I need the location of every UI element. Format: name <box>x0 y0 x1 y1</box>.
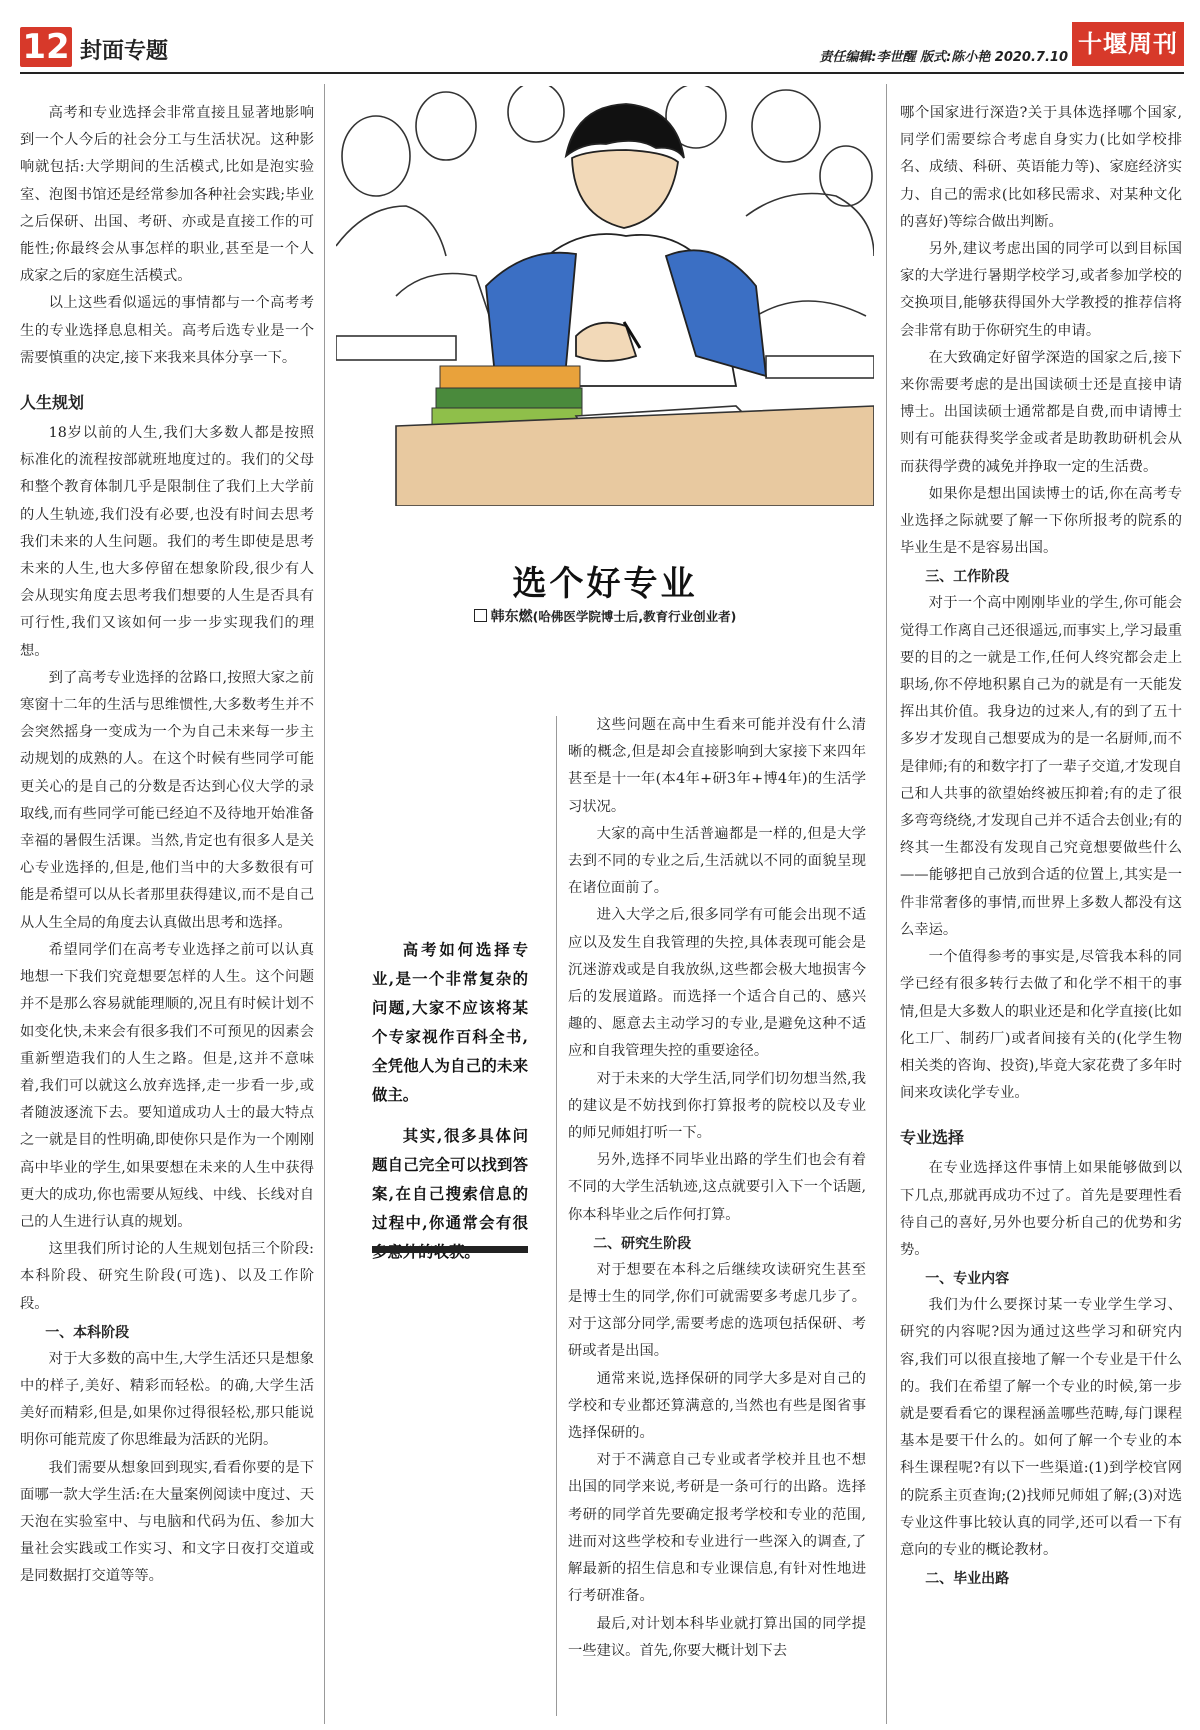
paragraph: 希望同学们在高考专业选择之前可以认真地想一下我们究竟想要怎样的人生。这个问题并不是那么容易就能理顺的,况且有时候计划不如变化快,未来会有很多我们不可预见的因素会重新塑造我们的人生之路。但是,这并不意味着,我们可以就这么放弃选择,走一步看一步,或者随波逐流下去。要知道成功人士的最大特点之一就是目的性明确,即使你只是作为一个刚刚高中毕业的学生,如果要想在未来的人生中获得更大的成功,你也需要从短线、中线、长线对自己的人生进行认真的规划。 <box>20 941 314 1230</box>
subheading-life-planning: 人生规划 <box>20 393 85 413</box>
column-4 <box>900 100 1182 1592</box>
book <box>440 366 580 390</box>
subheading-major-content: 一、专业内容 <box>925 1271 1010 1288</box>
column-divider <box>556 716 557 1716</box>
paragraph: 在大致确定好留学深造的国家之后,接下来你需要考虑的是出国读硕士还是直接申请博士。出国读硕士通常都是自费,而申请博士则有可能获得奖学金或者是助教助研机会从而获得学费的减免并挣取一定的生活费。 <box>900 349 1182 475</box>
pull-quote-paragraph: 高考如何选择专业,是一个非常复杂的问题,大家不应该将某个专家视作百科全书,全凭他人为自己的未来做主。 <box>372 941 528 1104</box>
book <box>436 388 582 410</box>
background-student-body <box>396 274 496 337</box>
paragraph: 这些问题在高中生看来可能并没有什么清晰的概念,但是却会直接影响到大家接下来四年甚至是十一年(本4年+研3年+博4年)的生活学习状况。 <box>568 717 866 815</box>
paragraph: 对于想要在本科之后继续攻读研究生甚至是博士生的同学,你们可就需要多考虑几步了。对于这部分同学,需要考虑的选项包括保研、考研或者是出国。 <box>568 1261 866 1360</box>
subheading-work: 三、工作阶段 <box>925 569 1010 586</box>
subheading-graduate: 二、研究生阶段 <box>593 1235 692 1252</box>
column-divider <box>324 84 325 1724</box>
background-student-head <box>508 86 564 142</box>
subheading-major-selection: 专业选择 <box>900 1128 965 1148</box>
subheading-undergrad: 一、本科阶段 <box>45 1324 130 1341</box>
background-student-head <box>820 146 872 206</box>
paragraph: 以上这些看似遥远的事情都与一个高考考生的专业选择息息相关。高考后选专业是一个需要慎重的决定,接下来我来具体分享一下。 <box>20 295 314 366</box>
byline-square-icon <box>474 609 487 622</box>
paragraph: 通常来说,选择保研的同学大多是对自己的学校和专业都还算满意的,当然也有些是图省事选择保研的。 <box>568 1370 866 1442</box>
paragraph: 哪个国家进行深造?关于具体选择哪个国家,同学们需要综合考虑自身实力(比如学校排名、成绩、科研、英语能力等)、家庭经济实力、自己的需求(比如移民需求、对某种文化的喜好)等综合做出判断。 <box>900 105 1182 230</box>
page-number: 12 <box>20 27 72 67</box>
paragraph: 另外,选择不同毕业出路的学生们也会有着不同的大学生活轨迹,这点就要引入下一个话题,你本科毕业之后作何打算。 <box>568 1152 866 1223</box>
paragraph: 对于未来的大学生活,同学们切勿想当然,我的建议是不妨找到你打算报考的院校以及专业的师兄师姐打听一下。 <box>568 1070 866 1142</box>
pull-quote-bar <box>372 1246 528 1253</box>
paragraph: 18岁以前的人生,我们大多数人都是按照标准化的流程按部就班地度过的。我们的父母和整个教育体制几乎是限制住了我们上大学前的人生轨迹,我们没有必要,也没有时间去思考我们未来的人生问题。我们的考生即使是思考未来的人生,也大多停留在想象阶段,很少有人会从现实角度去思考我们想要的人生是否具有可行性,我们又该如何一步一步实现我们的理想。 <box>20 425 314 659</box>
header-rule <box>20 72 1184 74</box>
paragraph: 对于一个高中刚刚毕业的学生,你可能会觉得工作离自己还很遥远,而事实上,学习最重要的目的之一就是工作,任何人终究都会走上职场,你不停地积累自己为的就是有一天能发挥出其价值。我身边的过来人,有的到了五十多岁才发现自己想要成为的是一名厨师,而不是律师;有的和数字打了一辈子交道,才发现自己和人共事的欲望始终被压抑着;有的走了很多弯弯绕绕,才发现自己并不适合去创业;有的终其一生都没有发现自己究竟想要做些什么——能够把自己放到合适的位置上,其实是一件非常奢侈的事情,而世界上多数人都没有这么幸运。 <box>900 595 1182 938</box>
column-1 <box>20 100 314 1591</box>
paragraph: 对于大多数的高中生,大学生活还只是想象中的样子,美好、精彩而轻松。的确,大学生活美好而精彩,但是,如果你过得很轻松,那只能说明你可能荒废了你思维最为活跃的光阴。 <box>20 1350 314 1449</box>
paragraph: 我们为什么要探讨某一专业学生学习、研究的内容呢?因为通过这些学习和研究内容,我们可以很直接地了解一个专业是干什么的。我们在希望了解一个专业的时候,第一步就是要看看它的课程涵盖哪些范畴,每门课程基本是要干什么的。如何了解一个专业的本科生课程呢?有以下一些渠道:(1)到学校官网的院系主页查询;(2)找师兄师姐了解;(3)对选专业这件事比较认真的同学,还可以看一下有意向的专业的概论教材。 <box>900 1297 1182 1558</box>
paragraph: 如果你是想出国读博士的话,你在高考专业选择之际就要了解一下你所报考的院系的毕业生是不是容易出国。 <box>900 485 1182 557</box>
page-header <box>0 0 1200 78</box>
background-student-body <box>756 301 866 316</box>
column-3 <box>568 712 866 1665</box>
background-student-head <box>416 92 476 160</box>
byline <box>336 606 874 626</box>
student-face <box>572 150 678 228</box>
paragraph: 一个值得参考的事实是,尽管我本科的同学已经有很多转行去做了和化学不相干的事情,但是大多数人的职业还是和化学直接(比如化工厂、制药厂)或者间接有关的(化学生物相关类的咨询、投资),毕竟大家花费了多年时间来攻读化学专业。 <box>900 949 1182 1102</box>
subheading-graduation-path: 二、毕业出路 <box>925 1571 1010 1588</box>
paragraph: 这里我们所讨论的人生规划包括三个阶段:本科阶段、研究生阶段(可选)、以及工作阶段。 <box>20 1241 314 1312</box>
paragraph: 在专业选择这件事情上如果能够做到以下几点,那就再成功不过了。首先是要理性看待自己的喜好,另外也要分析自己的优势和劣势。 <box>900 1160 1182 1258</box>
pull-quote-paragraph: 其实,很多具体问题自己完全可以找到答案,在自己搜索信息的过程中,你通常会有很 <box>372 1127 528 1232</box>
background-desk <box>766 356 874 378</box>
paragraph: 进入大学之后,很多同学有可能会出现不适应以及发生自我管理的失控,具体表现可能会是沉迷游戏或是自我放纵,这些都会极大地损害今后的发展道路。而选择一个适合自己的、感兴趣的、愿意去主动学习的专业,是避免这种不适应和自我管理失控的重要途径。 <box>568 907 866 1060</box>
author-affiliation: (哈佛医学院博士后,教育行业创业者) <box>532 609 737 624</box>
paragraph: 另外,建议考虑出国的同学可以到目标国家的大学进行暑期学校学习,或者参加学校的交换项目,能够获得国外大学教授的推荐信将会非常有助于你研究生的申请。 <box>900 241 1182 339</box>
paragraph: 我们需要从想象回到现实,看看你要的是下面哪一款大学生活:在大量案例阅读中度过、天天泡在实验室中、与电脑和代码为伍、参加大量社会实践或工作实习、和文字日夜打交道或是同数据打交道等等。 <box>20 1459 314 1585</box>
main-student <box>486 104 766 386</box>
author-name: 韩东燃 <box>490 609 533 625</box>
student-studying-illustration <box>336 86 874 506</box>
section-title: 封面专题 <box>80 39 169 64</box>
background-student-head <box>752 90 820 162</box>
pull-quote <box>372 936 528 1279</box>
paragraph: 大家的高中生活普遍都是一样的,但是大学去到不同的专业之后,生活就以不同的面貌呈现在诸位面前了。 <box>568 825 866 897</box>
paragraph: 高考和专业选择会非常直接且显著地影响到一个人今后的社会分工与生活状况。这种影响就包括:大学期间的生活模式,比如是泡实验室、泡图书馆还是经常参加各种社会实践;毕业之后保研、出国、考研、亦或是直接工作的可能性;你最终会从事怎样的职业,甚至是一个人成家之后的家庭生活模式。 <box>20 105 314 285</box>
background-student-body <box>336 206 446 256</box>
newspaper-masthead-logo: 十堰周刊 <box>1072 22 1184 66</box>
paragraph: 对于不满意自己专业或者学校并且也不想出国的同学来说,考研是一条可行的出路。选择考研的同学首先要确定报考学校和专业的范围,进而对这些学校和专业进行一些深入的调查,了解最新的招生信息和专业课信息,有针对性地进行考研准备。 <box>568 1452 866 1605</box>
background-student-head <box>342 116 410 196</box>
paragraph: 到了高考专业选择的岔路口,按照大家之前寒窗十二年的生活与思维惯性,大多数考生并不会突然摇身一变成为一个为自己未来每一步主动规划的成熟的人。在这个时候有些同学可能更关心的是自己的分数是否达到心仪大学的录取线,而有些同学可能已经迫不及待地开始准备幸福的暑假生活课。当然,肯定也有很多人是关心专业选择的,但是,他们当中的大多数很有可能是希望可以从长者那里获得建议,而不是自己从人生全局的角度去认真做出思考和选择。 <box>20 669 314 931</box>
column-divider <box>886 84 887 1724</box>
background-student-body <box>746 194 874 257</box>
background-desk <box>336 336 456 360</box>
paragraph: 最后,对计划本科毕业就打算出国的同学提一些建议。首先,你要大概计划下去 <box>568 1615 866 1659</box>
article-title: 选个好专业 <box>512 564 698 604</box>
editor-credits: 责任编辑:李世醒 版式:陈小艳 2020.7.10 <box>819 50 1068 65</box>
